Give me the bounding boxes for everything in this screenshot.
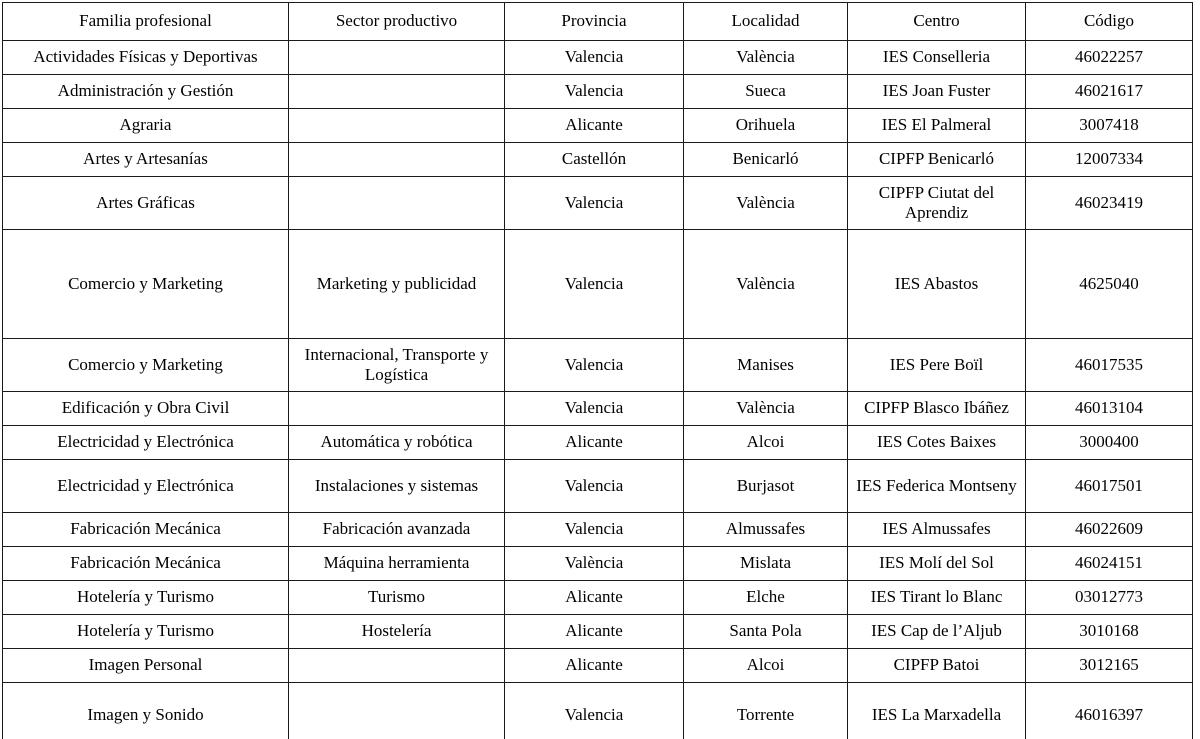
table-body [3, 41, 1193, 739]
cell-sector [289, 41, 505, 75]
cell-familia: Hotelería y Turismo [3, 615, 289, 649]
cell-familia: Imagen Personal [3, 649, 289, 683]
cell-localidad: Orihuela [684, 109, 848, 143]
cell-localidad: Elche [684, 581, 848, 615]
cell-provincia: Valencia [505, 177, 684, 230]
table-row [3, 143, 1193, 177]
cell-localidad: Alcoi [684, 649, 848, 683]
table-row [3, 547, 1193, 581]
cell-familia: Artes y Artesanías [3, 143, 289, 177]
cell-sector: Máquina herramienta [289, 547, 505, 581]
cell-familia: Administración y Gestión [3, 75, 289, 109]
cell-familia: Hotelería y Turismo [3, 581, 289, 615]
cell-codigo: 46013104 [1026, 392, 1193, 426]
cell-centro: IES Federica Montseny [848, 460, 1026, 513]
cell-centro: IES Cap de l’Aljub [848, 615, 1026, 649]
table-header-row [3, 3, 1193, 41]
cell-provincia: Valencia [505, 230, 684, 339]
cell-provincia: Alicante [505, 109, 684, 143]
cell-familia: Actividades Físicas y Deportivas [3, 41, 289, 75]
cell-familia: Agraria [3, 109, 289, 143]
table-row [3, 683, 1193, 739]
column-header-localidad: Localidad [684, 3, 848, 41]
cell-familia: Electricidad y Electrónica [3, 460, 289, 513]
table-row [3, 41, 1193, 75]
cell-codigo: 3010168 [1026, 615, 1193, 649]
cell-sector: Turismo [289, 581, 505, 615]
column-header-sector-productivo: Sector productivo [289, 3, 505, 41]
column-header-familia-profesional: Familia profesional [3, 3, 289, 41]
cell-provincia: Alicante [505, 615, 684, 649]
table-row [3, 513, 1193, 547]
cell-codigo: 46017535 [1026, 339, 1193, 392]
cell-sector: Automática y robótica [289, 426, 505, 460]
table-row [3, 75, 1193, 109]
cell-familia: Imagen y Sonido [3, 683, 289, 739]
cell-localidad: Manises [684, 339, 848, 392]
cell-sector: Instalaciones y sistemas [289, 460, 505, 513]
cell-centro: IES Joan Fuster [848, 75, 1026, 109]
table-header [3, 3, 1193, 41]
cell-sector [289, 649, 505, 683]
cell-provincia: Alicante [505, 649, 684, 683]
cell-codigo: 4625040 [1026, 230, 1193, 339]
cell-sector: Hostelería [289, 615, 505, 649]
table-row [3, 649, 1193, 683]
cell-sector [289, 177, 505, 230]
column-header-provincia: Provincia [505, 3, 684, 41]
cell-localidad: Mislata [684, 547, 848, 581]
table-row [3, 109, 1193, 143]
cell-familia: Fabricación Mecánica [3, 513, 289, 547]
cell-localidad: València [684, 392, 848, 426]
cell-centro: IES Abastos [848, 230, 1026, 339]
cell-centro: CIPFP Batoi [848, 649, 1026, 683]
cell-localidad: Benicarló [684, 143, 848, 177]
cell-familia: Comercio y Marketing [3, 230, 289, 339]
cell-sector [289, 75, 505, 109]
cell-localidad: València [684, 230, 848, 339]
cell-codigo: 3007418 [1026, 109, 1193, 143]
table-row [3, 615, 1193, 649]
cell-sector: Internacional, Transporte y Logística [289, 339, 505, 392]
cell-codigo: 46016397 [1026, 683, 1193, 739]
cell-centro: IES Almussafes [848, 513, 1026, 547]
cell-localidad: Almussafes [684, 513, 848, 547]
cell-sector: Marketing y publicidad [289, 230, 505, 339]
cell-sector [289, 143, 505, 177]
cell-localidad: València [684, 41, 848, 75]
table-row [3, 177, 1193, 230]
cell-centro: IES Tirant lo Blanc [848, 581, 1026, 615]
cell-codigo: 03012773 [1026, 581, 1193, 615]
cell-centro: CIPFP Blasco Ibáñez [848, 392, 1026, 426]
cell-provincia: Castellón [505, 143, 684, 177]
cell-provincia: Valencia [505, 392, 684, 426]
cell-codigo: 3000400 [1026, 426, 1193, 460]
cell-codigo: 46023419 [1026, 177, 1193, 230]
cell-provincia: Alicante [505, 581, 684, 615]
table-row [3, 581, 1193, 615]
column-header-centro: Centro [848, 3, 1026, 41]
table-row [3, 339, 1193, 392]
cell-centro: IES Pere Boïl [848, 339, 1026, 392]
cell-codigo: 46022257 [1026, 41, 1193, 75]
cell-centro: CIPFP Benicarló [848, 143, 1026, 177]
cell-familia: Fabricación Mecánica [3, 547, 289, 581]
cell-familia: Artes Gráficas [3, 177, 289, 230]
cell-provincia: Alicante [505, 426, 684, 460]
cell-localidad: Alcoi [684, 426, 848, 460]
cell-familia: Edificación y Obra Civil [3, 392, 289, 426]
cell-provincia: Valencia [505, 460, 684, 513]
cell-provincia: Valencia [505, 339, 684, 392]
cell-codigo: 46017501 [1026, 460, 1193, 513]
cell-provincia: Valencia [505, 683, 684, 739]
table-row [3, 230, 1193, 339]
cell-centro: IES El Palmeral [848, 109, 1026, 143]
table-row [3, 460, 1193, 513]
cell-codigo: 3012165 [1026, 649, 1193, 683]
table-row [3, 426, 1193, 460]
cell-sector [289, 683, 505, 739]
cell-centro: IES Cotes Baixes [848, 426, 1026, 460]
table-row [3, 392, 1193, 426]
cell-familia: Comercio y Marketing [3, 339, 289, 392]
cell-localidad: Santa Pola [684, 615, 848, 649]
cell-codigo: 46021617 [1026, 75, 1193, 109]
cell-sector [289, 109, 505, 143]
cell-familia: Electricidad y Electrónica [3, 426, 289, 460]
cell-provincia: Valencia [505, 75, 684, 109]
cell-sector: Fabricación avanzada [289, 513, 505, 547]
cell-centro: IES Molí del Sol [848, 547, 1026, 581]
cell-centro: CIPFP Ciutat del Aprendiz [848, 177, 1026, 230]
cell-codigo: 46022609 [1026, 513, 1193, 547]
cell-sector [289, 392, 505, 426]
cell-provincia: Valencia [505, 513, 684, 547]
familias-profesionales-table [2, 2, 1193, 739]
cell-localidad: Burjasot [684, 460, 848, 513]
cell-localidad: Torrente [684, 683, 848, 739]
cell-codigo: 12007334 [1026, 143, 1193, 177]
cell-codigo: 46024151 [1026, 547, 1193, 581]
column-header-codigo: Código [1026, 3, 1193, 41]
cell-provincia: València [505, 547, 684, 581]
cell-centro: IES Conselleria [848, 41, 1026, 75]
cell-provincia: Valencia [505, 41, 684, 75]
cell-localidad: Sueca [684, 75, 848, 109]
cell-localidad: València [684, 177, 848, 230]
cell-centro: IES La Marxadella [848, 683, 1026, 739]
